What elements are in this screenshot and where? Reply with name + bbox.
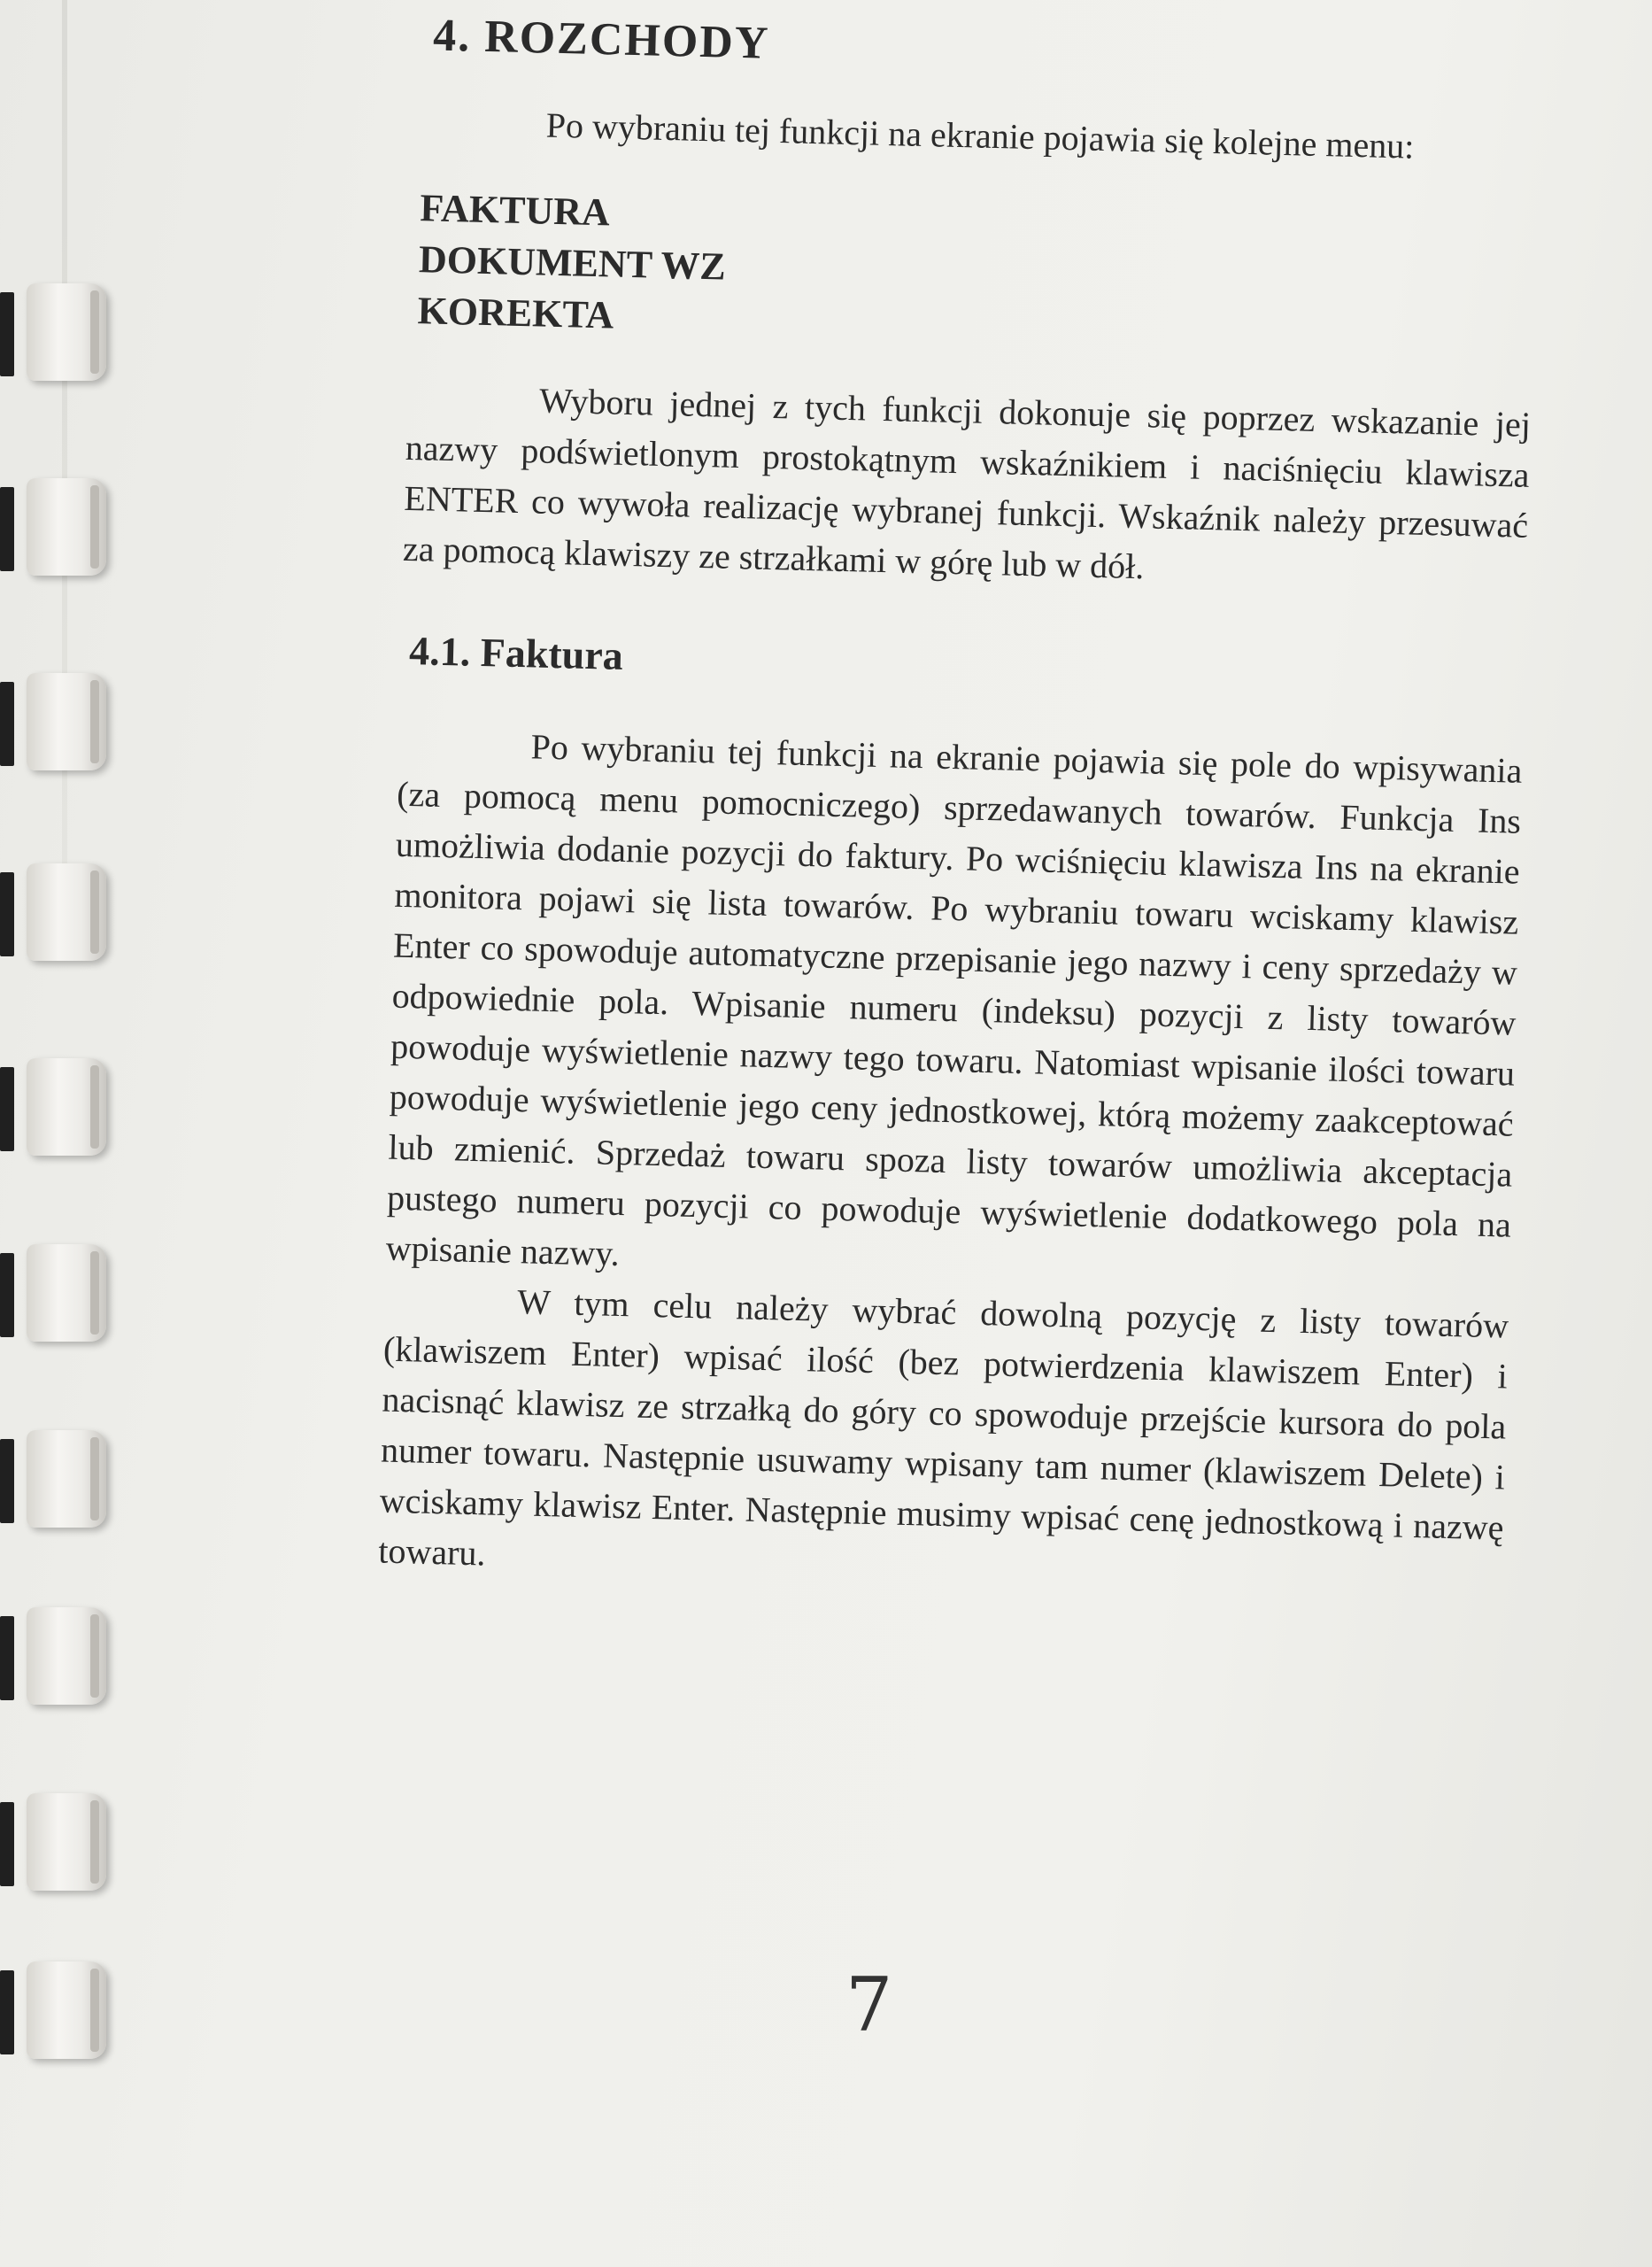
page-text <box>378 9 1540 1604</box>
binding-ring <box>0 1961 115 2059</box>
binding-ring <box>0 863 115 961</box>
method-paragraph: W tym celu należy wybrać dowolną pozycję z listy towarów (klawiszem Enter) wpisać ilość (bez potwierdzenia klawiszem Enter) i nacisnąć klawisz ze strzałką do góry co spowoduje przejście kursora do pola numer towaru. Następnie usuwamy wpisany tam numer (klawiszem Delete) i wciskamy klawisz Enter. Następnie musimy wpisać cenę jednostkową i nazwę towaru. <box>377 1281 1509 1574</box>
subsection-title: 4.1. Faktura <box>408 628 624 678</box>
binding-ring <box>0 1244 115 1342</box>
choice-paragraph: Wyboru jednej z tych funkcji dokonuje się poprzez wskazanie jej nazwy podświetlonym prostokątnym wskaźnikiem i naciśnięciu klawisza ENTER co wywoła realizację wybranej funkcji. Wskaźnik należy przesuwać za pomocą klawiszy ze strzałkami w górę lub w dół. <box>402 380 1532 587</box>
binding-ring <box>0 478 115 576</box>
binding-ring <box>0 1058 115 1156</box>
binding-ring <box>0 1607 115 1705</box>
binding-ring <box>0 1430 115 1528</box>
menu-item-faktura: FAKTURA <box>419 186 611 235</box>
invoice-paragraph: Po wybraniu tej funkcji na ekranie pojawia się pole do wpisywania (za pomocą menu pomocniczego) sprzedawanych towarów. Funkcja Ins umożliwia dodanie pozycji do faktury. Po wciśnięciu klawisza Ins na ekranie monitora pojawi się lista towarów. Po wybraniu towaru wciskamy klawisz Enter co spowoduje automatyczne przepisanie jego nazwy i ceny sprzedaży w odpowiednie pola. Wpisanie numeru (indeksu) pozycji z listy towarów powoduje wyświetlenie nazwy tego towaru. Natomiast wpisanie ilości towaru powoduje wyświetlenie jego ceny jednostkowej, którą możemy zaakceptować lub zmienić. Sprzedaż towaru spoza listy towarów umożliwia akceptacja pustego numeru pozycji co powoduje wyświetlenie dodatkowego pola na wpisanie nazwy. <box>385 726 1523 1274</box>
binding-ring <box>0 283 115 381</box>
menu-list <box>417 182 1536 364</box>
page-number: 7 <box>845 1961 893 2048</box>
section-title: 4. ROZCHODY <box>432 10 771 69</box>
menu-item-korekta: KOREKTA <box>417 289 614 337</box>
menu-item-dokument-wz: DOKUMENT WZ <box>418 237 727 289</box>
binding-ring <box>0 1793 115 1891</box>
intro-paragraph: Po wybraniu tej funkcji na ekranie pojawia się kolejne menu: <box>545 104 1415 166</box>
binding-ring <box>0 673 115 770</box>
